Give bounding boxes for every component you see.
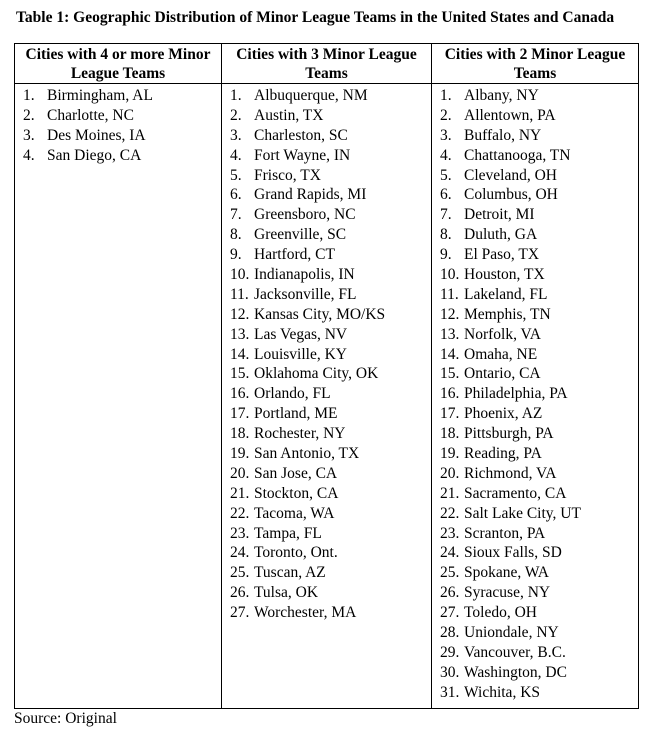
list-item [440,543,638,563]
list-item-city: Toledo, OH [464,604,537,622]
list-item-number: 27. [440,604,460,622]
list-item-number: 1. [23,87,35,104]
list-item-city: Tacoma, WA [254,504,335,522]
list-item [230,205,431,225]
list-item [230,185,431,205]
list-item-number: 11. [440,285,459,303]
list-item [440,643,638,663]
list-item [230,265,431,285]
list-item-number: 13. [230,325,250,343]
list-item-number: 29. [440,643,460,661]
list-item-city: Jacksonville, FL [254,285,357,303]
list-item-city: Tuscan, AZ [254,564,326,582]
list-item-number: 8. [230,226,242,244]
list-item [230,504,431,524]
list-item [230,166,431,186]
list-item-city: Houston, TX [464,266,545,284]
list-item-number: 26. [230,584,250,602]
list-item-number: 10. [230,266,250,284]
list-item-number: 24. [230,544,250,562]
list-item [440,563,638,583]
list-item-city: Birmingham, AL [47,87,153,104]
list-item [230,603,431,623]
list-item-number: 16. [230,385,250,403]
city-list-two [432,84,638,703]
table-body-row [15,84,639,709]
list-item-city: Hartford, CT [254,246,335,264]
list-item-city: Oklahoma City, OK [254,365,379,383]
list-item-city: Indianapolis, IN [254,266,355,284]
list-item [230,524,431,544]
list-item [440,524,638,544]
list-item [440,245,638,265]
list-item-city: Wichita, KS [464,683,541,701]
list-item [440,305,638,325]
list-item [230,364,431,384]
list-item-city: Sacramento, CA [464,484,567,502]
list-item-city: Uniondale, NY [464,624,559,642]
list-item-city: Duluth, GA [464,226,538,244]
list-item-city: Philadelphia, PA [464,385,568,403]
list-item-city: Stockton, CA [254,484,339,502]
list-item [230,245,431,265]
list-item-number: 17. [440,405,460,423]
list-item [440,185,638,205]
list-item-number: 19. [230,445,250,463]
list-item-city: Des Moines, IA [47,126,146,144]
column-cell-three [222,84,432,709]
list-item-number: 25. [440,564,460,582]
list-item-number: 4. [23,146,35,164]
list-item [23,146,221,166]
list-item-city: Greensboro, NC [254,206,356,224]
list-item [230,583,431,603]
list-item-city: Rochester, NY [254,425,346,443]
list-item-city: El Paso, TX [464,246,540,264]
list-item [230,106,431,126]
list-item-city: Richmond, VA [464,464,557,482]
list-item-number: 22. [230,504,250,522]
list-item-number: 15. [230,365,250,383]
list-item-number: 14. [230,345,250,363]
list-item-city: Las Vegas, NV [254,325,348,343]
list-item [230,285,431,305]
list-item [440,404,638,424]
list-item [440,225,638,245]
column-header-four-or-more: Cities with 4 or more Minor League Teams [15,44,222,84]
list-item-number: 4. [440,146,452,164]
list-item-city: Kansas City, MO/KS [254,305,386,323]
list-item [440,384,638,404]
list-item [440,583,638,603]
list-item [440,444,638,464]
list-item [23,126,221,146]
list-item-city: Scranton, PA [464,524,546,542]
list-item [230,384,431,404]
list-item-city: Louisville, KY [254,345,347,363]
list-item [440,424,638,444]
list-item-city: San Jose, CA [254,464,338,482]
list-item [230,146,431,166]
list-item [230,404,431,424]
list-item [440,683,638,703]
list-item [440,205,638,225]
list-item [230,305,431,325]
list-item-city: Sioux Falls, SD [464,544,562,562]
list-item-city: Tampa, FL [254,524,322,542]
list-item-number: 15. [440,365,460,383]
list-item-city: Cleveland, OH [464,166,557,184]
list-item-number: 3. [23,126,35,144]
list-item-city: Syracuse, NY [464,584,551,602]
list-item-city: Pittsburgh, PA [464,425,554,443]
list-item-city: Greenville, SC [254,226,347,244]
list-item-city: Frisco, TX [254,166,321,184]
list-item-city: Toronto, Ont. [254,544,338,562]
list-item [230,126,431,146]
list-item-city: Albuquerque, NM [254,87,368,104]
list-item [230,225,431,245]
list-item-number: 18. [440,425,460,443]
list-item-number: 20. [440,464,460,482]
list-item-number: 21. [440,484,460,502]
list-item [440,106,638,126]
list-item [440,464,638,484]
list-item-number: 1. [230,87,242,104]
list-item [230,424,431,444]
list-item [440,504,638,524]
list-item-number: 3. [230,126,242,144]
list-item [440,345,638,365]
list-item-city: Washington, DC [464,663,567,681]
list-item-number: 2. [230,106,242,124]
list-item-city: Norfolk, VA [464,325,541,343]
list-item [230,444,431,464]
list-item [440,265,638,285]
list-item [440,126,638,146]
list-item-number: 23. [440,524,460,542]
list-item [230,464,431,484]
list-item [440,325,638,345]
list-item-city: Chattanooga, TN [464,146,571,164]
list-item-number: 6. [230,186,242,204]
list-item-city: Ontario, CA [464,365,541,383]
list-item-number: 7. [440,206,452,224]
list-item [230,86,431,106]
list-item-number: 22. [440,504,460,522]
list-item [440,484,638,504]
list-item-city: Detroit, MI [464,206,535,224]
list-item-number: 5. [440,166,452,184]
list-item-number: 2. [440,106,452,124]
list-item [440,166,638,186]
list-item [440,364,638,384]
list-item [440,623,638,643]
list-item [230,325,431,345]
list-item-number: 31. [440,683,460,701]
list-item-city: Omaha, NE [464,345,538,363]
list-item-city: Spokane, WA [464,564,549,582]
city-list-three [222,84,431,623]
list-item [440,663,638,683]
list-item-number: 23. [230,524,250,542]
list-item [230,543,431,563]
column-cell-four-or-more [15,84,222,709]
list-item-number: 18. [230,425,250,443]
list-item-number: 16. [440,385,460,403]
source-note: Source: Original [14,710,117,727]
list-item [440,86,638,106]
list-item-number: 9. [230,246,242,264]
list-item-number: 25. [230,564,250,582]
list-item-city: Vancouver, B.C. [464,643,566,661]
list-item-number: 6. [440,186,452,204]
geographic-distribution-table [14,43,639,709]
list-item-city: Lakeland, FL [464,285,548,303]
list-item-city: Allentown, PA [464,106,556,124]
list-item-number: 24. [440,544,460,562]
list-item-number: 14. [440,345,460,363]
list-item-number: 13. [440,325,460,343]
list-item-city: Worchester, MA [254,604,357,622]
list-item-city: Fort Wayne, IN [254,146,351,164]
list-item-city: Charlotte, NC [47,106,134,124]
list-item-number: 2. [23,106,35,124]
list-item-number: 9. [440,246,452,264]
list-item [23,106,221,126]
list-item-number: 10. [440,266,460,284]
list-item-number: 4. [230,146,242,164]
list-item-city: Buffalo, NY [464,126,542,144]
list-item [23,86,221,106]
list-item-city: San Diego, CA [47,146,142,164]
list-item [230,563,431,583]
list-item-number: 11. [230,285,249,303]
list-item-city: Phoenix, AZ [464,405,543,423]
list-item-city: San Antonio, TX [254,445,360,463]
list-item [440,146,638,166]
list-item-number: 19. [440,445,460,463]
column-header-three: Cities with 3 Minor League Teams [222,44,432,84]
city-list-four-or-more [15,84,221,166]
list-item-city: Orlando, FL [254,385,331,403]
list-item-number: 30. [440,663,460,681]
list-item-city: Salt Lake City, UT [464,504,581,522]
list-item-number: 20. [230,464,250,482]
list-item-city: Austin, TX [254,106,324,124]
list-item-number: 8. [440,226,452,244]
column-header-two: Cities with 2 Minor League Teams [432,44,639,84]
list-item-number: 21. [230,484,250,502]
list-item-city: Reading, PA [464,445,542,463]
list-item-city: Albany, NY [464,87,539,104]
list-item-number: 27. [230,604,250,622]
list-item-number: 3. [440,126,452,144]
list-item [440,603,638,623]
list-item-city: Charleston, SC [254,126,348,144]
list-item-city: Memphis, TN [464,305,551,323]
list-item-number: 12. [440,305,460,323]
list-item-number: 26. [440,584,460,602]
column-cell-two [432,84,639,709]
list-item-number: 5. [230,166,242,184]
list-item-number: 28. [440,624,460,642]
list-item [230,484,431,504]
list-item-number: 17. [230,405,250,423]
list-item [230,345,431,365]
list-item [440,285,638,305]
list-item-number: 7. [230,206,242,224]
list-item-number: 12. [230,305,250,323]
list-item-city: Columbus, OH [464,186,558,204]
list-item-number: 1. [440,87,452,104]
list-item-city: Portland, ME [254,405,338,423]
table-caption: Table 1: Geographic Distribution of Minor League Teams in the United States and Canada [16,9,615,26]
table-header-row [15,44,639,84]
list-item-city: Tulsa, OK [254,584,319,602]
list-item-city: Grand Rapids, MI [254,186,367,204]
